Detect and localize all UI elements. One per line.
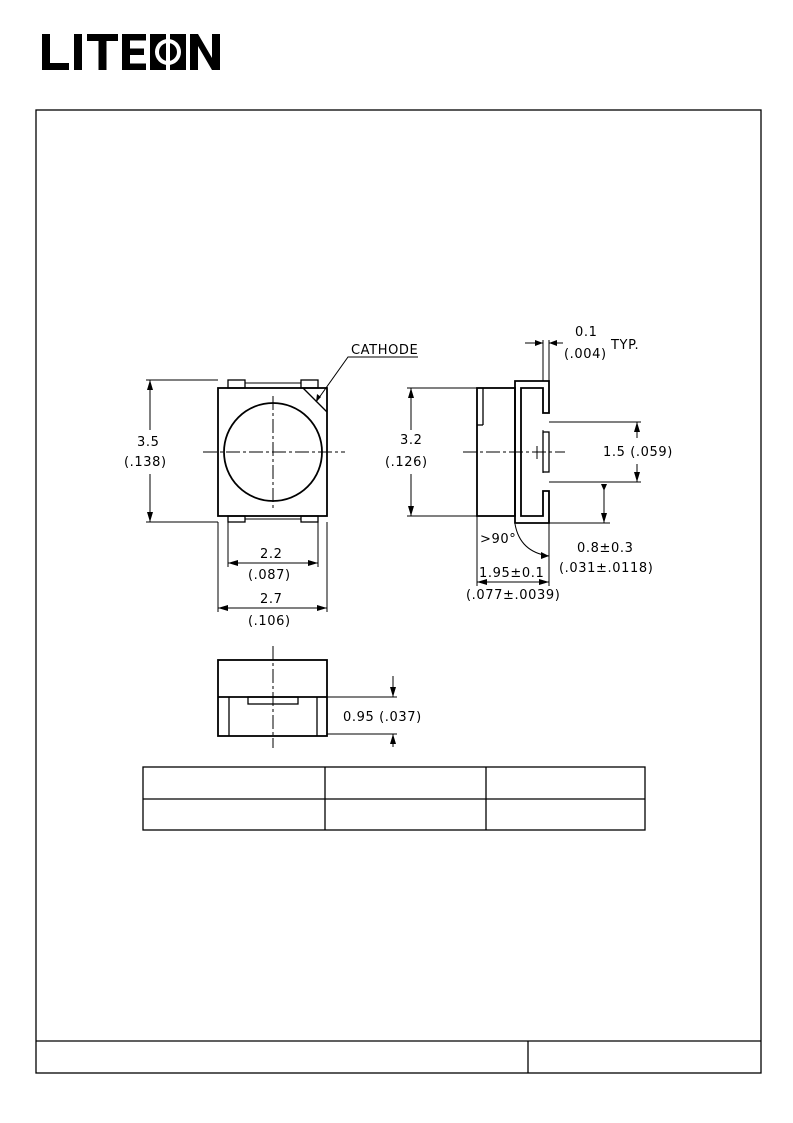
- dim-lead-length: [549, 484, 653, 576]
- dim-lead-width: [549, 422, 673, 482]
- dim-side-depth: [466, 516, 560, 603]
- dim-top-height: [124, 380, 218, 522]
- angle-label: >90°: [480, 532, 517, 547]
- cathode-label: CATHODE: [351, 343, 419, 358]
- dim-front-lead-height: [327, 676, 422, 747]
- cathode-callout: [316, 343, 418, 402]
- side-view: [463, 381, 565, 523]
- lead-width: 1.5 (.059): [603, 445, 673, 460]
- dim-top-inner-width: [228, 522, 318, 583]
- front-lead-height: 0.95 (.037): [343, 710, 422, 725]
- typ-label: TYP.: [611, 338, 640, 353]
- front-view: [218, 646, 327, 748]
- depth-mm: 1.95±0.1: [479, 566, 545, 581]
- lead-len-in: (.031±.0118): [559, 561, 654, 576]
- dim-lead-thickness: [525, 325, 639, 381]
- side-height-mm: 3.2: [400, 433, 423, 448]
- spec-table: [143, 767, 645, 830]
- top-view: [203, 380, 345, 522]
- top-overall-width-mm: 2.7: [260, 592, 283, 607]
- lead-thk-mm: 0.1: [575, 325, 598, 340]
- side-height-in: (.126): [385, 455, 428, 470]
- sheet-border: [36, 110, 761, 1073]
- title-block: [36, 1041, 761, 1073]
- dim-angle: [480, 524, 549, 559]
- depth-in: (.077±.0039): [466, 588, 561, 603]
- top-inner-width-mm: 2.2: [260, 547, 283, 562]
- lead-len-mm: 0.8±0.3: [577, 541, 634, 556]
- top-inner-width-in: (.087): [248, 568, 291, 583]
- top-height-in: (.138): [124, 455, 167, 470]
- lead-thk-in: (.004): [564, 347, 607, 362]
- top-overall-width-in: (.106): [248, 614, 291, 629]
- top-height-mm: 3.5: [137, 435, 160, 450]
